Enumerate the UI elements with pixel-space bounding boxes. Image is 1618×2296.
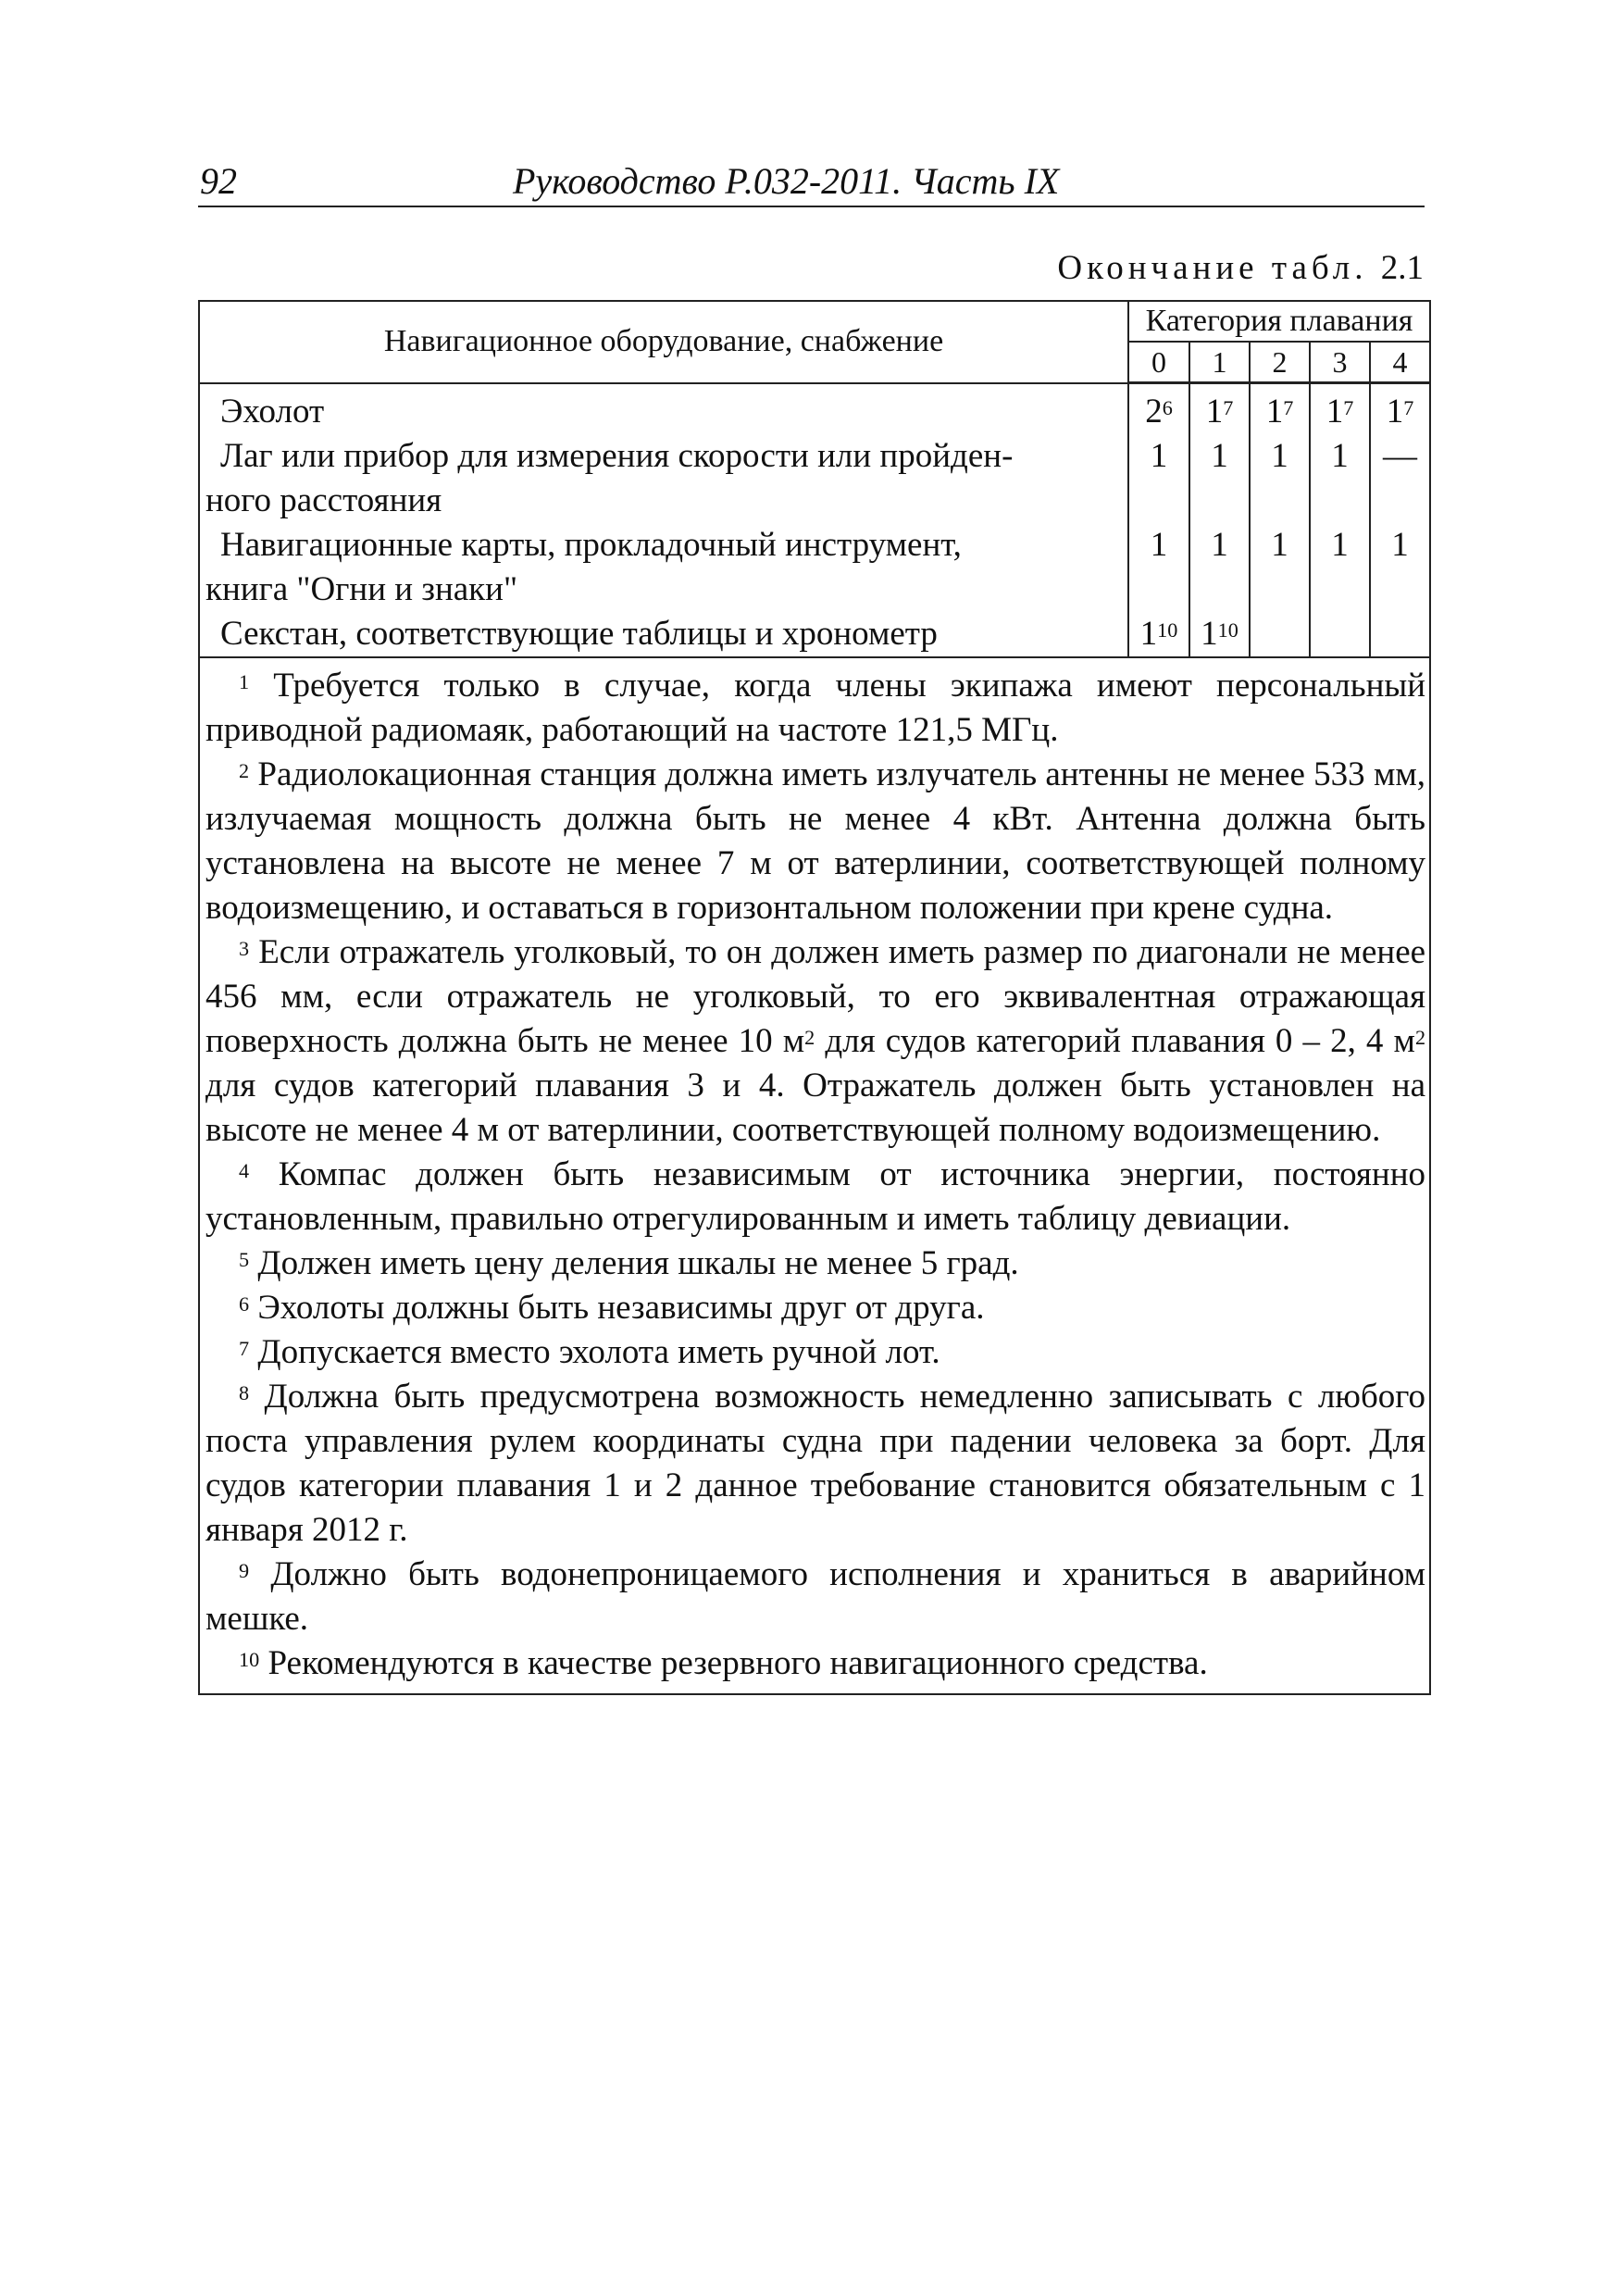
row-item-label: Навигационные карты, прокладочный инструмент, <box>220 526 962 564</box>
table-cell: $1^7$ <box>1250 383 1310 435</box>
table-cell: 1 <box>1189 523 1250 612</box>
footnote: $^1$ Требуется только в случае, когда члены экипажа имеют персональный приводной радиомаяк, работающий на частоте 121,5 МГц. <box>205 667 1426 749</box>
table-cell: $1^7$ <box>1310 383 1370 435</box>
table-cell: 1 <box>1128 434 1189 523</box>
table-cell: $1^{10}$ <box>1189 612 1250 657</box>
footnote: $^7$ Допускается вместо эхолота иметь ручной лот. <box>239 1333 940 1371</box>
table-row <box>199 383 1430 435</box>
page-header <box>198 156 1425 207</box>
table-cell <box>1370 612 1430 657</box>
footnote: $^9$ Должно быть водонепроницаемого исполнения и храниться в аварийном мешке. <box>205 1555 1426 1638</box>
category-4-header: 4 <box>1370 342 1430 383</box>
row-item-label: Эхолот <box>220 392 325 430</box>
table-cell: $2^6$ <box>1128 383 1189 435</box>
table-row <box>199 523 1430 612</box>
footnote: $^2$ Радиолокационная станция должна иметь излучатель антенны не менее 533 мм, излучаемая мощность должна быть не менее 4 кВт. Антенна должна быть установлена на высоте не менее 7 м от ватерлинии, соответствующей полному водоизмещению, и оставаться в горизонтальном положении при крене судна. <box>205 755 1426 927</box>
navigation-equipment-table <box>198 300 1431 1695</box>
row-item-label: Секстан, соответствующие таблицы и хронометр <box>220 615 938 653</box>
table-cell: 1 <box>1128 523 1189 612</box>
footnote: $^4$ Компас должен быть независимым от источника энергии, постоянно установленным, правильно отрегулированным и иметь таблицу девиации. <box>205 1155 1426 1238</box>
table-cell: $1^7$ <box>1370 383 1430 435</box>
table-cell: 1 <box>1310 434 1370 523</box>
footnote: $^6$ Эхолоты должны быть независимы друг от друга. <box>239 1289 985 1327</box>
footnote: $^5$ Должен иметь цену деления шкалы не менее 5 град. <box>239 1244 1019 1282</box>
table-cell: 1 <box>1189 434 1250 523</box>
table-row <box>199 612 1430 657</box>
footnote: $^8$ Должна быть предусмотрена возможность немедленно записывать с любого поста управления рулем координаты судна при падении человека за борт. Для судов категории плавания 1 и 2 данное требование становится обязательным с 1 января 2012 г. <box>205 1378 1426 1549</box>
row-item-label: Лаг или прибор для измерения скорости или пройден- <box>220 437 1014 475</box>
category-2-header: 2 <box>1250 342 1310 383</box>
table-caption-label: Окончание табл. <box>1057 249 1368 287</box>
page-number: 92 <box>200 160 237 202</box>
running-title: Руководство Р.032-2011. Часть IX <box>513 160 1060 202</box>
table-cell: $1^{10}$ <box>1128 612 1189 657</box>
table-cell: 1 <box>1250 434 1310 523</box>
table-cell <box>1310 612 1370 657</box>
table-cell: 1 <box>1310 523 1370 612</box>
table-cell: 1 <box>1370 523 1430 612</box>
table-cell: — <box>1370 434 1430 523</box>
table-cell: $1^7$ <box>1189 383 1250 435</box>
row-item-label-cont: ного расстояния <box>205 481 442 519</box>
category-0-header: 0 <box>1128 342 1189 383</box>
table-cell: 1 <box>1250 523 1310 612</box>
column-header-equipment: Навигационное оборудование, снабжение <box>199 301 1128 383</box>
table-caption-number: 2.1 <box>1380 249 1424 287</box>
footnotes <box>199 657 1430 1694</box>
table-cell <box>1250 612 1310 657</box>
footnote: $^{10}$ Рекомендуются в качестве резервного навигационного средства. <box>239 1644 1208 1682</box>
category-1-header: 1 <box>1189 342 1250 383</box>
footnote: $^3$ Если отражатель уголковый, то он должен иметь размер по диагонали не менее 456 мм, если отражатель не уголковый, то его эквивалентная отражающая поверхность должна быть не менее 10 $м^2$ для судов категорий плавания 0 – 2, 4 $м^2$ для судов категорий плавания 3 и 4. Отражатель должен быть установлен на высоте не менее 4 м от ватерлинии, соответствующей полному водоизмещению. <box>205 933 1426 1149</box>
table-caption <box>1057 248 1424 288</box>
category-3-header: 3 <box>1310 342 1370 383</box>
column-header-category: Категория плавания <box>1128 301 1430 342</box>
row-item-label-cont: книга "Огни и знаки" <box>205 570 518 608</box>
table-row <box>199 434 1430 523</box>
